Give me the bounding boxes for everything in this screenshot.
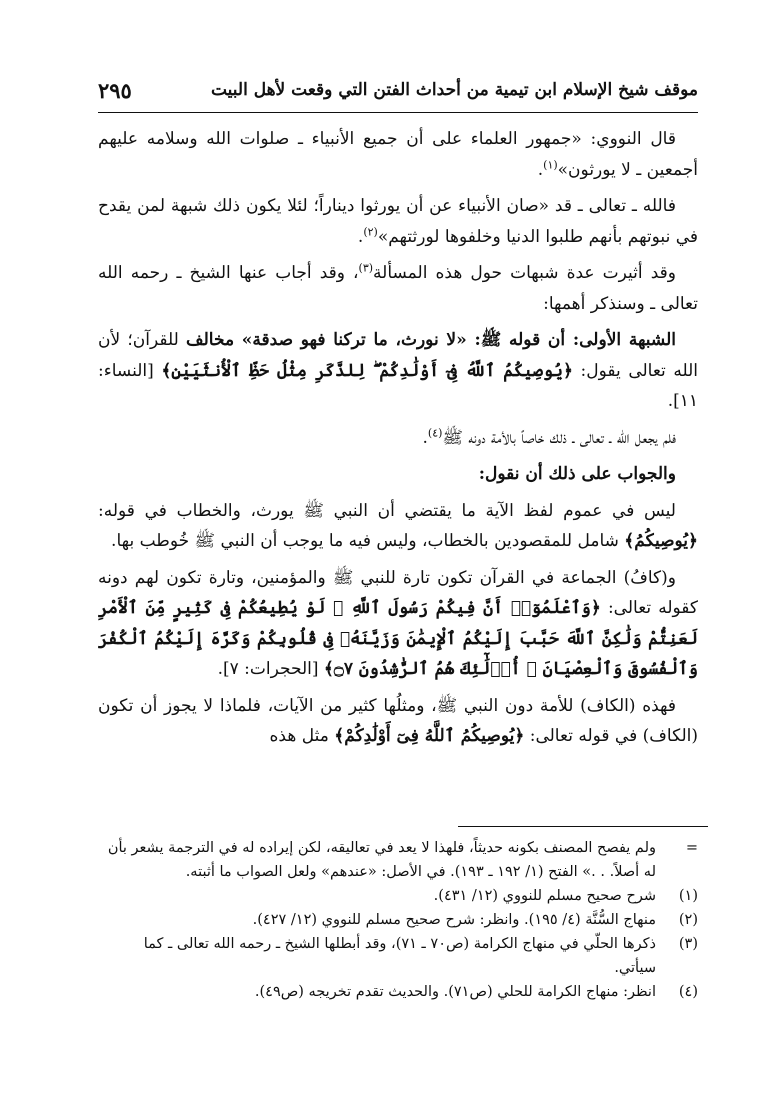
- paragraph-kaf-conclusion: [98, 691, 698, 752]
- footnote-ref: (١): [543, 157, 558, 171]
- main-text: [98, 124, 698, 758]
- footnote-mark: (٤): [678, 984, 698, 1000]
- footnote-divider: [458, 826, 708, 827]
- footnote-item: [98, 908, 698, 932]
- footnote-text: ذكرها الحلّي في منهاج الكرامة (ص٧٠ ـ ٧١)، وقد أبطلها الشيخ ـ رحمه الله تعالى ـ كما سيأتي.: [143, 936, 656, 976]
- running-title: موقف شيخ الإسلام ابن تيمية من أحداث الفتن التي وقعت لأهل البيت: [210, 80, 698, 100]
- paragraph-kaf-plural: [98, 563, 698, 685]
- footnote-ref: (٢): [363, 224, 378, 238]
- footnote-mark: (٢): [678, 912, 698, 928]
- paragraph-text: قال النووي: «جمهور العلماء على أن جميع الأنبياء ـ صلوات الله وسلامه عليهم أجمعين ـ لا يورثون»: [98, 129, 698, 180]
- quran-verse: ﴿يُوصِيكُمُ ٱللَّهُ فِىٓ أَوْلَٰدِكُمْ ۖ لِلذَّكَرِ مِثْلُ حَظِّ ٱلْأُنثَيَيْنِ﴾: [161, 360, 573, 381]
- paragraph-text: فالله ـ تعالى ـ قد «صان الأنبياء عن أن يورثوا ديناراً؛ لئلا يكون ذلك شبهة لمن يقدح في نبوتهم بأنهم طلبوا الدنيا وخلفوها لورثتهم»: [98, 196, 698, 247]
- running-header: [98, 76, 698, 113]
- paragraph-text: للقرآن؛ لأن الله تعالى يقول:: [98, 330, 699, 381]
- paragraph-text: ليس في عموم لفظ الآية ما يقتضي أن النبي ﷺ يورث، والخطاب في قوله:: [98, 500, 676, 521]
- paragraph-not-exclusive: فلم يجعل الله ـ تعالى ـ ذلك خاصاً بالأمة دونه ﷺ$^{(٤)}$.: [422, 425, 676, 448]
- paragraph-text: فهذه (الكاف) للأمة دون النبي ﷺ، ومثلُها كثير من الآيات، فلماذا لا يجوز أن تكون (الكاف) في قوله تعالى:: [98, 695, 698, 746]
- verse-citation: [النساء: ١١].: [98, 360, 698, 411]
- footnote-item: [98, 980, 698, 1004]
- footnote-item: [98, 884, 698, 908]
- footnote-mark: =: [685, 840, 698, 856]
- answer-heading: والجواب على ذلك أن نقول:: [478, 464, 676, 484]
- footnote-text: ولم يفصح المصنف بكونه حديثاً، فلهذا لا يعد في تعاليقه، لكن إيراده له في الترجمة يشعر بأن له أصلاً. . .» الفتح (١/ ١٩٢ ـ ١٩٣). في الأصل: «عندهم» ولعل الصواب ما أثبته.: [107, 840, 656, 880]
- first-doubt-heading: الشبهة الأولى: أن قوله ﷺ: «لا نورث، ما تركنا فهو صدقة» مخالف: [186, 330, 676, 350]
- footnote-mark: (١): [678, 888, 698, 904]
- footnote-ref: (٤): [427, 425, 443, 439]
- footnote-mark: (٣): [678, 936, 698, 952]
- paragraph-doubts-intro: [98, 258, 698, 319]
- paragraph-prophets-inheritance: فالله ـ تعالى ـ قد «صان الأنبياء عن أن يورثوا ديناراً؛ لئلا يكون ذلك شبهة لمن يقدح في نبوتهم بأنهم طلبوا الدنيا وخلفوها لورثتهم»$^{(٢)}$.: [98, 196, 698, 247]
- paragraph-first-doubt: [98, 325, 698, 417]
- paragraph-text: شامل للمقصودين بالخطاب، وليس فيه ما يوجب أن النبي ﷺ خُوطب بها.: [111, 531, 625, 551]
- paragraph-nawawi-quote: قال النووي: «جمهور العلماء على أن جميع الأنبياء ـ صلوات الله وسلامه عليهم أجمعين ـ لا يورثون»$^{(١)}$.: [98, 129, 698, 180]
- footnotes: [98, 836, 698, 1004]
- paragraph-text: وقد أثيرت عدة شبهات حول هذه المسألة: [373, 263, 676, 283]
- verse-citation: [الحجرات: ٧].: [217, 659, 324, 679]
- footnote-ref: (٣): [358, 261, 374, 275]
- paragraph-text: مثل هذه: [269, 726, 335, 746]
- footnote-item: [98, 836, 698, 884]
- quran-verse: ﴿وَٱعْلَمُوٓا۟ أَنَّ فِيكُمْ رَسُولَ ٱللَّهِ ۚ لَوْ يُطِيعُكُمْ فِى كَثِيرٍ مِّنَ ٱلْأَمْرِ لَعَنِتُّمْ وَلَٰكِنَّ ٱللَّهَ حَبَّبَ إِلَيْكُمُ ٱلْإِيمَٰنَ وَزَيَّنَهُۥ فِى قُلُوبِكُمْ وَكَرَّهَ إِلَيْكُمُ ٱلْكُفْرَ وَٱلْفُسُوقَ وَٱلْعِصْيَانَ ۚ أُو۟لَٰٓئِكَ هُمُ ٱلرَّٰشِدُونَ ۝٧﴾: [98, 598, 698, 679]
- footnote-text: انظر: منهاج الكرامة للحلي (ص٧١). والحديث تقدم تخريجه (ص٤٩).: [254, 984, 656, 1000]
- footnote-text: منهاج السُّنَّة (٤/ ١٩٥). وانظر: شرح صحيح مسلم للنووي (١٢/ ٤٢٧).: [252, 912, 656, 928]
- paragraph-answer: [98, 496, 698, 557]
- quran-verse: ﴿يُوصِيكُمُ ٱللَّهُ فِىٓ أَوْلَٰدِكُمْ﴾: [334, 726, 525, 746]
- paragraph-text: و(كافُ) الجماعة في القرآن تكون تارة للنبي ﷺ والمؤمنين، وتارة تكون لهم دونه كقوله تعالى:: [98, 567, 699, 618]
- footnote-item: [98, 932, 698, 980]
- page-number: ٢٩٥: [98, 78, 132, 103]
- paragraph-text: ، وقد أجاب عنها الشيخ ـ رحمه الله تعالى ـ وسنذكر أهمها:: [98, 263, 698, 314]
- quran-verse: ﴿يُوصِيكُمُ﴾: [624, 531, 698, 551]
- paragraph-text: فلم يجعل الله ـ تعالى ـ ذلك خاصاً بالأمة دونه ﷺ: [442, 427, 676, 448]
- footnote-text: شرح صحيح مسلم للنووي (١٢/ ٤٣١).: [433, 888, 656, 904]
